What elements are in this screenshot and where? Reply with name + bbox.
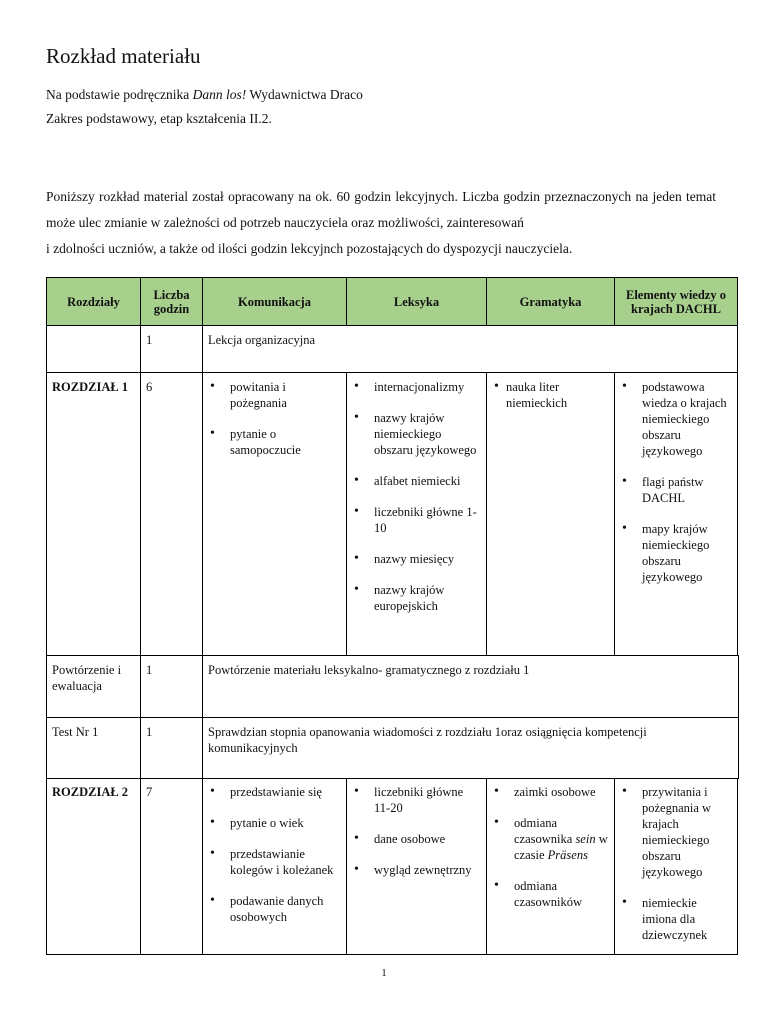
list-item: • zaimki osobowe [492, 784, 609, 800]
chapter-1-gramatyka [487, 373, 615, 656]
list-item: • pytanie o samopoczucie [208, 426, 341, 458]
review-name: Powtórzenie i ewaluacja [47, 656, 141, 718]
review-test-table [46, 655, 739, 779]
list-item: • odmiana czasownika sein w czasie Präsens [492, 815, 609, 863]
list-item: • powitania i pożegnania [208, 379, 341, 411]
page-number: 1 [381, 967, 387, 979]
scope-line: Zakres podstawowy, etap kształcenia II.2. [46, 111, 272, 126]
chapter-2-table [46, 778, 738, 955]
list-item: • odmiana czasowników [492, 878, 609, 910]
review-text: Powtórzenie materiału leksykalno- gramatycznego z rozdziału 1 [203, 656, 739, 718]
chapter-1-leksyka [347, 373, 487, 656]
list-item: • nazwy krajów niemieckiego obszaru językowego [352, 410, 481, 458]
list-item: • liczebniki główne 11-20 [352, 784, 481, 816]
list-item: • mapy krajów niemieckiego obszaru językowego [620, 521, 732, 585]
syllabus-table [46, 277, 738, 656]
header-komunikacja: Komunikacja [203, 278, 347, 326]
list-item: • przedstawianie kolegów i koleżanek [208, 846, 341, 878]
list-item: • pytanie o wiek [208, 815, 341, 831]
header-gramatyka: Gramatyka [487, 278, 615, 326]
chapter-2-hours: 7 [141, 778, 203, 954]
chapter-2-komunikacja [203, 778, 347, 954]
chapter-2-name: ROZDZIAŁ 2 [47, 778, 141, 954]
list-item: • dane osobowe [352, 831, 481, 847]
test-name: Test Nr 1 [47, 718, 141, 779]
list-item: • przedstawianie się [208, 784, 341, 800]
table-row [47, 373, 738, 656]
list-item: • liczebniki główne 1-10 [352, 504, 481, 536]
chapter-2-leksyka [347, 778, 487, 954]
test-hours: 1 [141, 718, 203, 779]
source-line: Na podstawie podręcznika Dann los! Wydawnictwa Draco [46, 87, 363, 102]
list-item: • wygląd zewnętrzny [352, 862, 481, 878]
table-row [47, 718, 739, 779]
list-item: • podawanie danych osobowych [208, 893, 341, 925]
chapter-1-dachl [615, 373, 738, 656]
list-item: • alfabet niemiecki [352, 473, 481, 489]
list-item: • podstawowa wiedza o krajach niemieckiego obszaru językowego [620, 379, 732, 459]
chapter-1-komunikacja [203, 373, 347, 656]
chapter-2-dachl [615, 778, 738, 954]
intro-topic: Lekcja organizacyjna [203, 326, 738, 373]
table-row [47, 656, 739, 718]
page-title: Rozkład materiału [46, 44, 201, 68]
list-item: • internacjonalizmy [352, 379, 481, 395]
header-dachl: Elementy wiedzy o krajach DACHL [615, 278, 738, 326]
test-text: Sprawdzian stopnia opanowania wiadomości z rozdziału 1oraz osiągnięcia kompetencji komunikacyjnych [203, 718, 739, 779]
book-title: Dann los! [192, 87, 247, 102]
table-row [47, 326, 738, 373]
list-item: • nazwy krajów europejskich [352, 582, 481, 614]
list-item: • nauka liter niemieckich [492, 379, 609, 411]
header-rozdzialy: Rozdziały [47, 278, 141, 326]
intro-chapter-cell [47, 326, 141, 373]
list-item: • flagi państw DACHL [620, 474, 732, 506]
intro-paragraph: Poniższy rozkład material został opracowany na ok. 60 godzin lekcyjnych. Liczba godzin przeznaczonych na jeden temat może ulec zmianie w zależności od potrzeb nauczyciela oraz możliwości, zainteresowań i zdolności uczniów, a także od ilości godzin lekcyjnch pozostających do dyspozycji nauczyciela. [46, 189, 716, 256]
list-item: • niemieckie imiona dla dziewczynek [620, 895, 732, 943]
chapter-1-hours: 6 [141, 373, 203, 656]
review-hours: 1 [141, 656, 203, 718]
chapter-2-gramatyka [487, 778, 615, 954]
intro-hours: 1 [141, 326, 203, 373]
table-row [47, 778, 738, 954]
chapter-1-name: ROZDZIAŁ 1 [47, 373, 141, 656]
list-item: • przywitania i pożegnania w krajach niemieckiego obszaru językowego [620, 784, 732, 880]
list-item: • nazwy miesięcy [352, 551, 481, 567]
header-liczba-godzin: Liczba godzin [141, 278, 203, 326]
header-leksyka: Leksyka [347, 278, 487, 326]
